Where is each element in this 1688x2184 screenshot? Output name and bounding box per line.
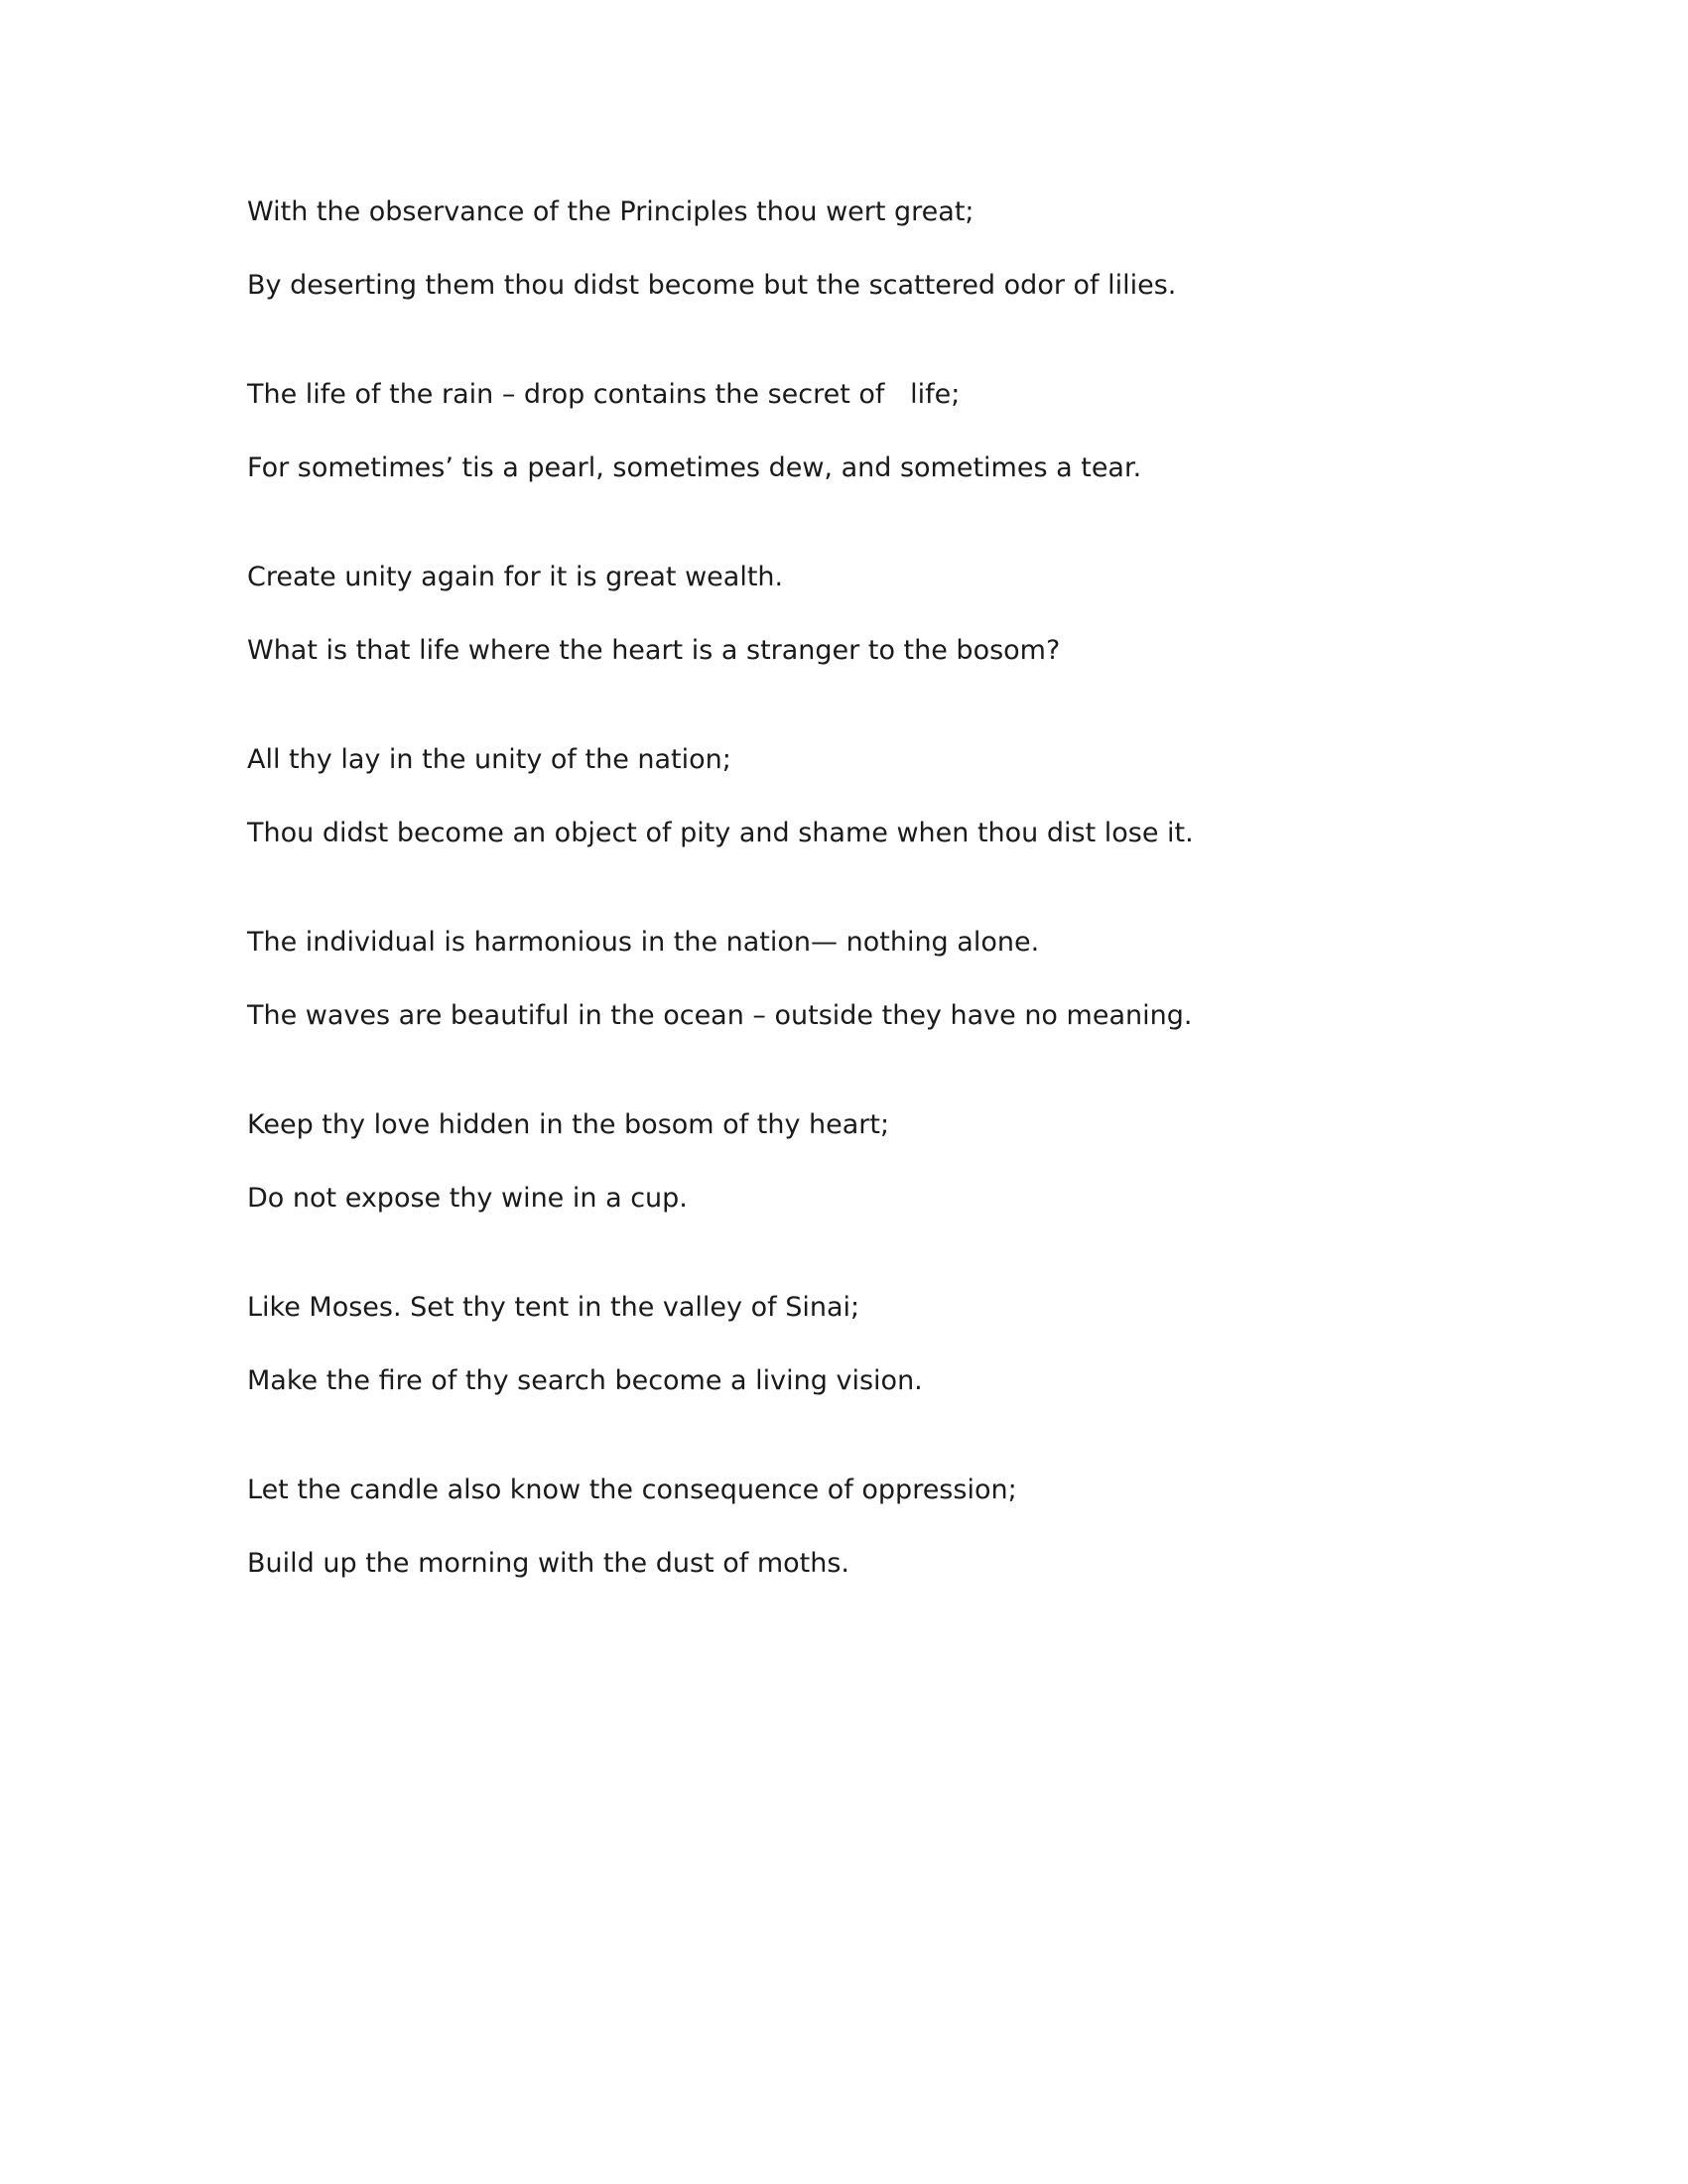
poem-line: Keep thy love hidden in the bosom of thy heart; (247, 1109, 890, 1140)
poem-line: What is that life where the heart is a stranger to the bosom? (247, 635, 1061, 666)
poem-line: Do not expose thy wine in a cup. (247, 1183, 688, 1214)
stanza (247, 194, 1537, 304)
poem-line: Build up the morning with the dust of moths. (247, 1548, 849, 1579)
poem-line: With the observance of the Principles thou wert great; (247, 196, 974, 227)
poem-line: Thou didst become an object of pity and shame when thou dist lose it. (247, 818, 1194, 848)
stanza (247, 1290, 1537, 1399)
poem-line: Like Moses. Set thy tent in the valley of Sinai; (247, 1292, 860, 1323)
poem-body (247, 194, 1537, 1655)
stanza (247, 560, 1537, 669)
poem-line: The individual is harmonious in the nation— nothing alone. (247, 927, 1040, 958)
stanza (247, 742, 1537, 851)
poem-line: Let the candle also know the consequence of oppression; (247, 1475, 1017, 1505)
poem-line: All thy lay in the unity of the nation; (247, 744, 731, 775)
poem-line: The life of the rain – drop contains the secret of life; (247, 379, 961, 410)
stanza (247, 925, 1537, 1034)
poem-line: By deserting them thou didst become but the scattered odor of lilies. (247, 270, 1177, 301)
stanza (247, 377, 1537, 486)
poem-line: For sometimes’ tis a pearl, sometimes dew, and sometimes a tear. (247, 452, 1142, 483)
stanza (247, 1473, 1537, 1582)
poem-line: Create unity again for it is great wealth. (247, 562, 784, 592)
stanza (247, 1107, 1537, 1217)
poem-line: Make the fire of thy search become a living vision. (247, 1365, 923, 1396)
poem-line: The waves are beautiful in the ocean – outside they have no meaning. (247, 1000, 1193, 1031)
